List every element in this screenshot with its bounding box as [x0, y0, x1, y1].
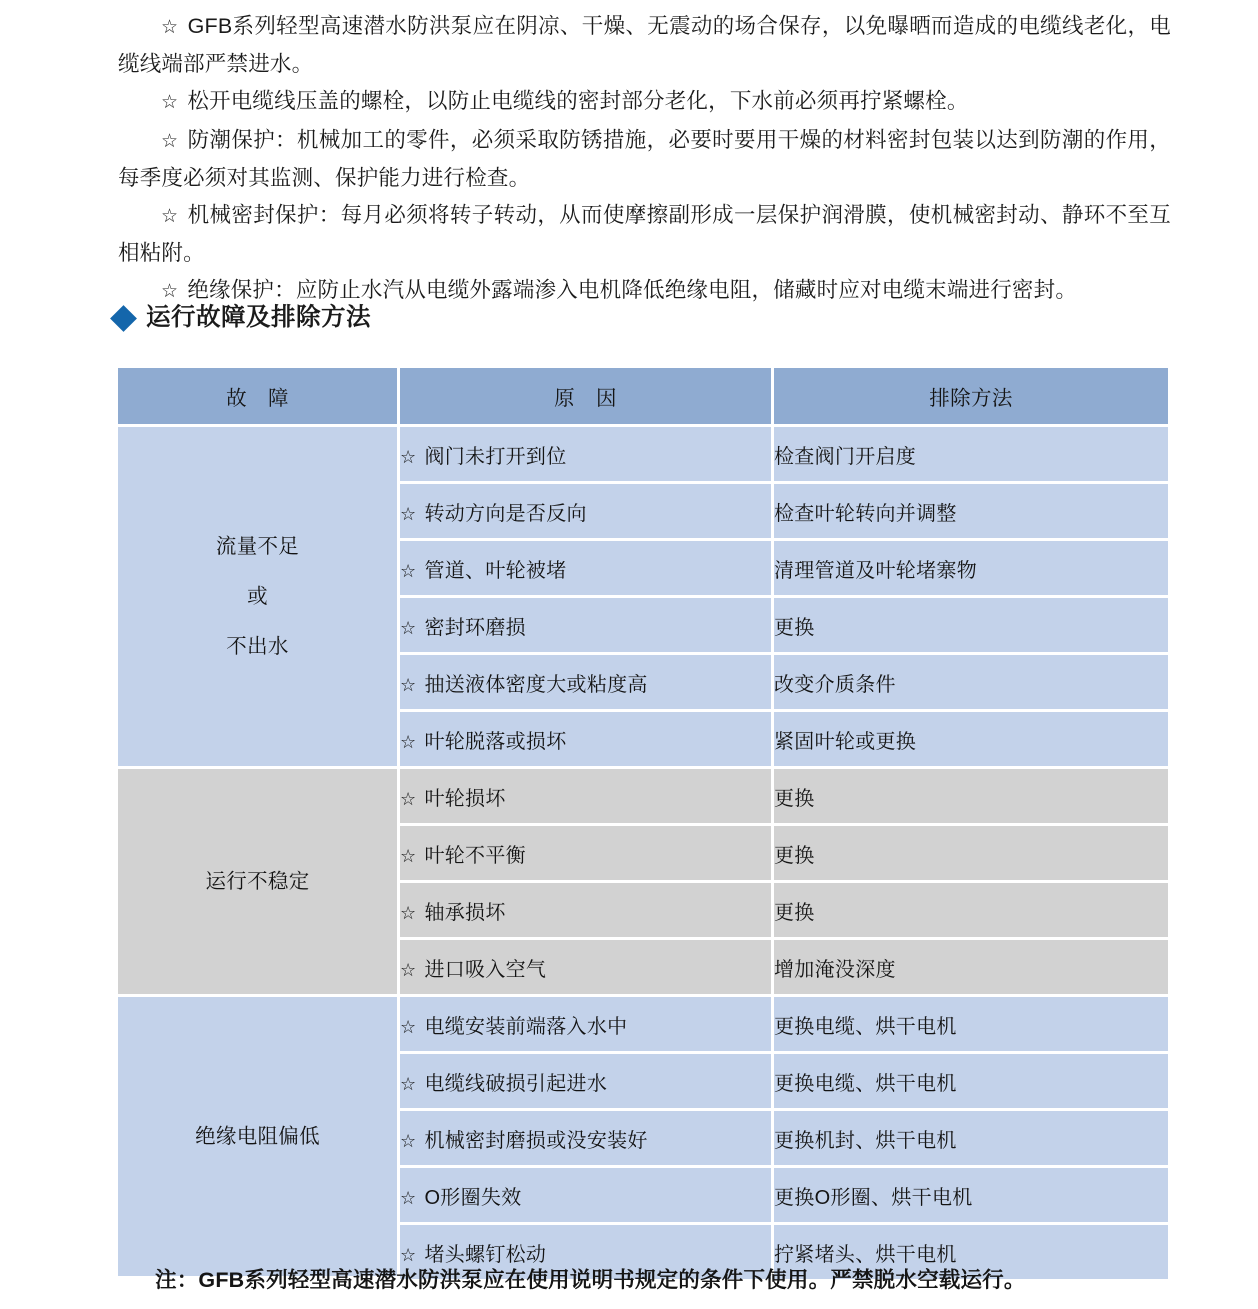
fault-troubleshooting-table — [118, 368, 1168, 1279]
diamond-bullet-icon — [110, 305, 137, 332]
star-bullet-icon: ☆ — [400, 1073, 417, 1094]
table-header — [118, 368, 1168, 427]
fault-group-label — [118, 769, 400, 997]
remedy-cell — [774, 940, 1168, 997]
star-bullet-icon: ☆ — [400, 902, 417, 923]
cause-text: 电缆安装前端落入水中 — [424, 1015, 628, 1038]
fault-group-label-line: 不出水 — [226, 634, 289, 658]
fault-group-label — [118, 997, 400, 1279]
remedy-text: 检查叶轮转向并调整 — [774, 502, 957, 525]
remedy-cell — [774, 712, 1168, 769]
cause-text: O形圈失效 — [424, 1186, 522, 1209]
cause-text: 抽送液体密度大或粘度高 — [424, 673, 648, 696]
star-bullet-icon: ☆ — [161, 281, 188, 302]
table-row — [118, 769, 1168, 826]
cause-text: 进口吸入空气 — [424, 958, 547, 981]
table-header-row — [118, 368, 1168, 427]
intro-paragraph — [118, 83, 1171, 121]
cause-cell — [400, 940, 774, 997]
column-header-fault: 故 障 — [118, 368, 400, 427]
fault-table-wrapper — [118, 368, 1168, 1279]
remedy-text: 改变介质条件 — [774, 673, 896, 696]
star-bullet-icon: ☆ — [400, 1187, 417, 1208]
star-bullet-icon: ☆ — [400, 560, 417, 581]
remedy-cell — [774, 484, 1168, 541]
remedy-cell — [774, 655, 1168, 712]
star-bullet-icon: ☆ — [400, 1244, 417, 1265]
remedy-text: 更换电缆、烘干电机 — [774, 1072, 957, 1095]
remedy-text: 更换机封、烘干电机 — [774, 1129, 957, 1152]
remedy-text: 检查阀门开启度 — [774, 445, 917, 468]
intro-paragraph-text: 绝缘保护：应防止水汽从电缆外露端渗入电机降低绝缘电阻，储藏时应对电缆末端进行密封。 — [187, 278, 1078, 302]
star-bullet-icon: ☆ — [400, 788, 417, 809]
cause-text: 机械密封磨损或没安装好 — [424, 1129, 648, 1152]
cause-cell — [400, 1168, 774, 1225]
cause-text: 叶轮损坏 — [424, 787, 506, 810]
cause-text: 叶轮不平衡 — [424, 844, 526, 867]
fault-group-label-line: 或 — [247, 584, 268, 608]
star-bullet-icon: ☆ — [400, 674, 417, 695]
cause-cell — [400, 997, 774, 1054]
cause-cell — [400, 541, 774, 598]
remedy-text: 更换 — [774, 844, 815, 867]
remedy-cell — [774, 997, 1168, 1054]
remedy-text: 更换 — [774, 787, 815, 810]
star-bullet-icon: ☆ — [161, 17, 188, 38]
intro-paragraph — [118, 197, 1171, 271]
intro-bullet-list — [118, 8, 1171, 311]
remedy-text: 拧紧堵头、烘干电机 — [774, 1243, 957, 1266]
cause-text: 轴承损坏 — [424, 901, 506, 924]
star-bullet-icon: ☆ — [161, 131, 188, 152]
remedy-text: 清理管道及叶轮堵寨物 — [774, 559, 977, 582]
star-bullet-icon: ☆ — [400, 1130, 417, 1151]
cause-cell — [400, 655, 774, 712]
star-bullet-icon: ☆ — [400, 1016, 417, 1037]
cause-text: 阀门未打开到位 — [424, 445, 567, 468]
remedy-cell — [774, 427, 1168, 484]
star-bullet-icon: ☆ — [400, 845, 417, 866]
table-row — [118, 997, 1168, 1054]
star-bullet-icon: ☆ — [400, 731, 417, 752]
star-bullet-icon: ☆ — [400, 617, 417, 638]
intro-paragraph — [118, 122, 1171, 196]
cause-cell — [400, 598, 774, 655]
column-header-remedy: 排除方法 — [774, 368, 1168, 427]
table-row — [118, 427, 1168, 484]
cause-text: 叶轮脱落或损坏 — [424, 730, 567, 753]
remedy-cell — [774, 826, 1168, 883]
remedy-cell — [774, 598, 1168, 655]
section-title: 运行故障及排除方法 — [146, 304, 371, 331]
remedy-text: 更换电缆、烘干电机 — [774, 1015, 957, 1038]
column-header-cause: 原 因 — [400, 368, 774, 427]
remedy-cell — [774, 541, 1168, 598]
remedy-text: 更换 — [774, 901, 815, 924]
footer-note: 注：GFB系列轻型高速潜水防洪泵应在使用说明书规定的条件下使用。严禁脱水空载运行。 — [155, 1268, 1026, 1292]
cause-text: 堵头螺钉松动 — [424, 1243, 547, 1266]
remedy-cell — [774, 1054, 1168, 1111]
cause-text: 电缆线破损引起进水 — [424, 1072, 608, 1095]
remedy-text: 增加淹没深度 — [774, 958, 896, 981]
star-bullet-icon: ☆ — [400, 503, 417, 524]
table-body — [118, 427, 1168, 1279]
remedy-text: 更换 — [774, 616, 815, 639]
cause-cell — [400, 712, 774, 769]
star-bullet-icon: ☆ — [400, 959, 417, 980]
cause-cell — [400, 427, 774, 484]
cause-text: 密封环磨损 — [424, 616, 526, 639]
star-bullet-icon: ☆ — [161, 92, 188, 113]
remedy-cell — [774, 1168, 1168, 1225]
star-bullet-icon: ☆ — [400, 446, 417, 467]
remedy-cell — [774, 883, 1168, 940]
cause-cell — [400, 826, 774, 883]
fault-group-label-line: 流量不足 — [215, 534, 300, 558]
cause-cell — [400, 769, 774, 826]
cause-cell — [400, 1054, 774, 1111]
fault-group-label-line: 运行不稳定 — [205, 869, 310, 893]
intro-paragraph — [118, 8, 1171, 82]
remedy-cell — [774, 1111, 1168, 1168]
intro-paragraph-text: GFB系列轻型高速潜水防洪泵应在阴凉、干燥、无震动的场合保存，以免曝晒而造成的电缆线老化，电缆线端部严禁进水。 — [118, 14, 1172, 76]
remedy-text: 更换O形圈、烘干电机 — [774, 1186, 973, 1209]
cause-cell — [400, 1111, 774, 1168]
fault-group-label-line: 绝缘电阻偏低 — [195, 1124, 320, 1148]
cause-cell — [400, 484, 774, 541]
remedy-cell — [774, 769, 1168, 826]
star-bullet-icon: ☆ — [161, 206, 188, 227]
cause-text: 转动方向是否反向 — [424, 502, 587, 525]
intro-paragraph-text: 机械密封保护：每月必须将转子转动，从而使摩擦副形成一层保护润滑膜，使机械密封动、静环不至互相粘附。 — [118, 203, 1171, 265]
fault-group-label — [118, 427, 400, 769]
remedy-text: 紧固叶轮或更换 — [774, 730, 917, 753]
intro-paragraph-text: 防潮保护：机械加工的零件，必须采取防锈措施，必要时要用干燥的材料密封包装以达到防潮的作用，每季度必须对其监测、保护能力进行检查。 — [118, 128, 1171, 190]
cause-text: 管道、叶轮被堵 — [424, 559, 567, 582]
intro-paragraph-text: 松开电缆线压盖的螺栓，以防止电缆线的密封部分老化，下水前必须再拧紧螺栓。 — [187, 89, 969, 113]
cause-cell — [400, 883, 774, 940]
section-heading — [114, 306, 371, 331]
